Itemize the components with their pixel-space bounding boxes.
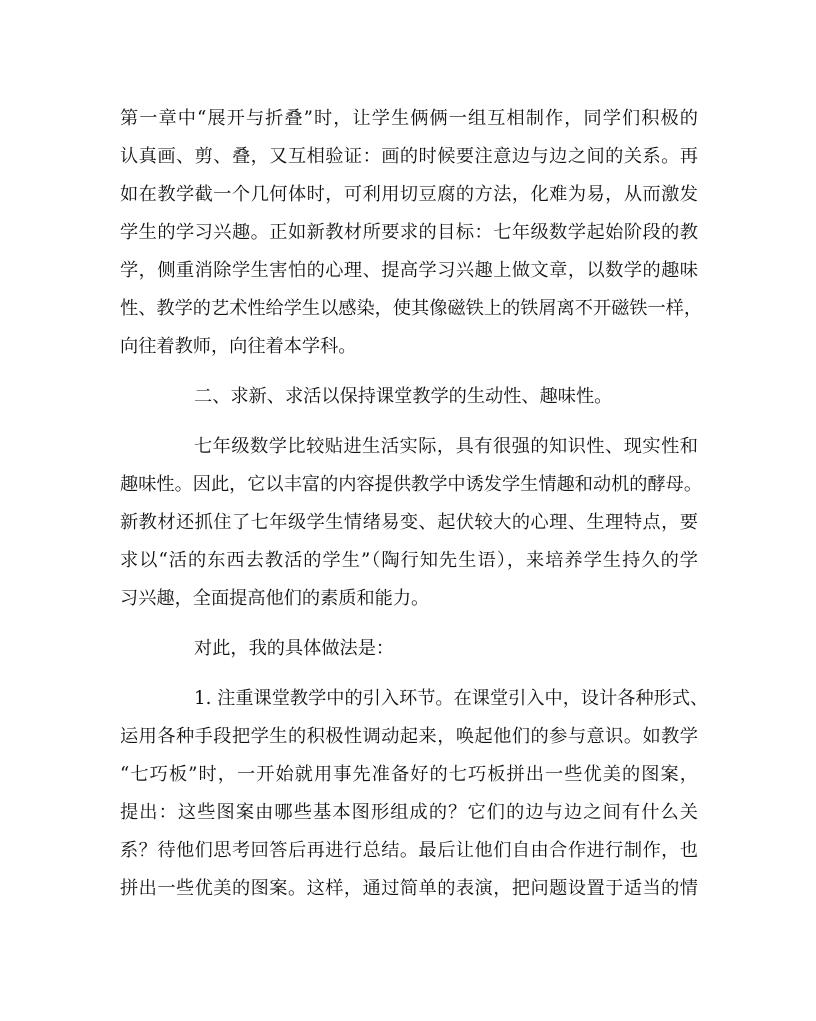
- text-line: 性、教学的艺术性给学生以感染，使其像磁铁上的铁屑离不开磁铁一样，: [120, 298, 703, 319]
- text-line: 学，侧重消除学生害怕的心理、提高学习兴趣上做文章，以数学的趣味: [120, 260, 698, 281]
- paragraph-gap: [120, 366, 698, 378]
- document-body: [120, 100, 709, 908]
- paragraph-line: 对此，我的具体做法是：: [194, 638, 395, 659]
- text-line: 拼出一些优美的图案。这样，通过简单的表演，把问题设置于适当的情: [120, 878, 698, 899]
- text-line: “七巧板”时，一开始就用事先准备好的七巧板拼出一些优美的图案，: [120, 764, 698, 785]
- text-line: 学生的学习兴趣。正如新教材所要求的目标：七年级数学起始阶段的教: [120, 222, 698, 243]
- text-line: 新教材还抓住了七年级学生情绪易变、起伏较大的心理、生理特点，要: [120, 512, 698, 533]
- text-line: 系？待他们思考回答后再进行总结。最后让他们自由合作进行制作，也: [120, 840, 698, 861]
- text-line: 求以“活的东西去教活的学生”（陶行知先生语），来培养学生持久的学: [120, 550, 698, 571]
- text-line: 第一章中“展开与折叠”时，让学生俩俩一组互相制作，同学们积极的: [120, 108, 698, 129]
- text-line: 趣味性。因此，它以丰富的内容提供教学中诱发学生情趣和动机的酵母。: [120, 474, 703, 495]
- paragraph-last-line: 习兴趣，全面提高他们的素质和能力。: [120, 588, 430, 609]
- text-line: 认真画、剪、叠，又互相验证：画的时候要注意边与边之间的关系。再: [120, 146, 698, 167]
- paragraph-gap: [120, 668, 698, 680]
- paragraph-first-line: 1. 注重课堂教学中的引入环节。在课堂引入中，设计各种形式、: [194, 688, 709, 709]
- paragraph-gap: [120, 618, 698, 630]
- section-heading: 二、求新、求活以保持课堂教学的生动性、趣味性。: [194, 386, 613, 407]
- text-line: 运用各种手段把学生的积极性调动起来，唤起他们的参与意识。如教学: [120, 726, 698, 747]
- paragraph-first-line: 七年级数学比较贴进生活实际，具有很强的知识性、现实性和: [194, 436, 698, 457]
- text-line: 如在教学截一个几何体时，可利用切豆腐的方法，化难为易，从而激发: [120, 184, 698, 205]
- paragraph-last-line: 向往着教师，向往着本学科。: [120, 336, 357, 357]
- text-line: 提出：这些图案由哪些基本图形组成的？它们的边与边之间有什么关: [120, 802, 698, 823]
- paragraph-gap: [120, 416, 698, 428]
